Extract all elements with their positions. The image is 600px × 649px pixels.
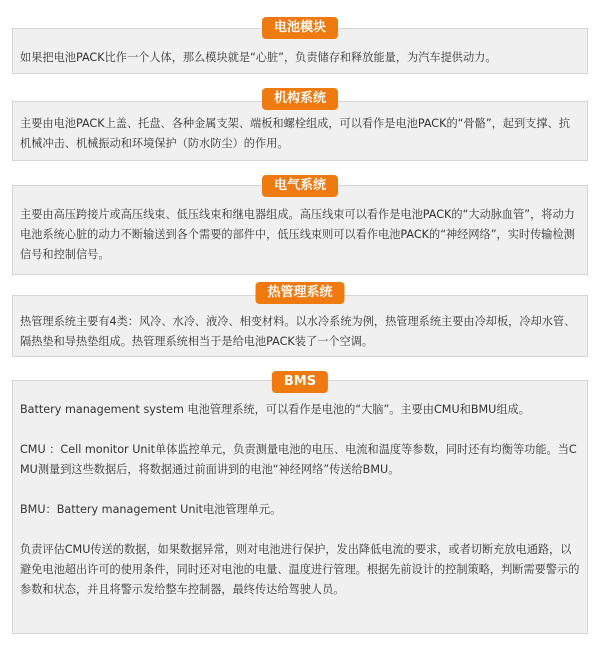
- section-battery-module: [12, 12, 588, 76]
- paragraph: 负责评估CMU传送的数据，如果数据异常，则对电池进行保护，发出降低电流的要求，或者切断充放电通路，以避免电池超出许可的使用条件，同时还对电池的电量、温度进行管理。根据先前设计的控制策略，判断需要警示的参数和状态，并且将警示发给整车控制器，最终传达给驾驶人员。: [20, 543, 580, 596]
- paragraph: 主要由电池PACK上盖、托盘、各种金属支架、端板和螺栓组成，可以看作是电池PACK的“骨骼”，起到支撑、抗机械冲击、机械振动和环境保护（防水防尘）的作用。: [20, 117, 570, 150]
- paragraph: 主要由高压跨接片或高压线束、低压线束和继电器组成。高压线束可以看作是电池PACK的“大动脉血管”，将动力电池系统心脏的动力不断输送到各个需要的部件中，低压线束则可以看作电池PACK的“神经网络”，实时传输检测信号和控制信号。: [20, 208, 575, 261]
- section-body: [20, 400, 580, 600]
- section-body: [20, 312, 580, 352]
- section-bms: [12, 368, 588, 634]
- section-title: 热管理系统: [255, 282, 344, 304]
- section-structure-system: [12, 88, 588, 162]
- section-title: 电池模块: [262, 17, 338, 39]
- section-body: [20, 114, 580, 154]
- section-title: 机构系统: [262, 88, 338, 110]
- section-title: 电气系统: [262, 175, 338, 197]
- paragraph: 如果把电池PACK比作一个人体，那么模块就是“心脏”，负责储存和释放能量，为汽车提供动力。: [20, 51, 497, 64]
- paragraph: Battery management system 电池管理系统，可以看作是电池的“大脑”。主要由CMU和BMU组成。: [20, 403, 530, 416]
- paragraph: BMU：Battery management Unit电池管理单元。: [20, 503, 282, 516]
- section-title: BMS: [272, 371, 328, 393]
- paragraph: 热管理系统主要有4类：风冷、水冷、液冷、相变材料。以水冷系统为例，热管理系统主要由冷却板，冷却水管、隔热垫和导热垫组成。热管理系统相当于是给电池PACK装了一个空调。: [20, 315, 576, 348]
- section-body: [20, 48, 580, 68]
- section-body: [20, 205, 580, 265]
- section-electrical-system: [12, 172, 588, 275]
- section-thermal-management: [12, 280, 588, 357]
- paragraph: CMU ：Cell monitor Unit单体监控单元，负责测量电池的电压、电流和温度等参数，同时还有均衡等功能。当CMU测量到这些数据后，将数据通过前面讲到的电池“神经网络”传送给BMU。: [20, 443, 577, 476]
